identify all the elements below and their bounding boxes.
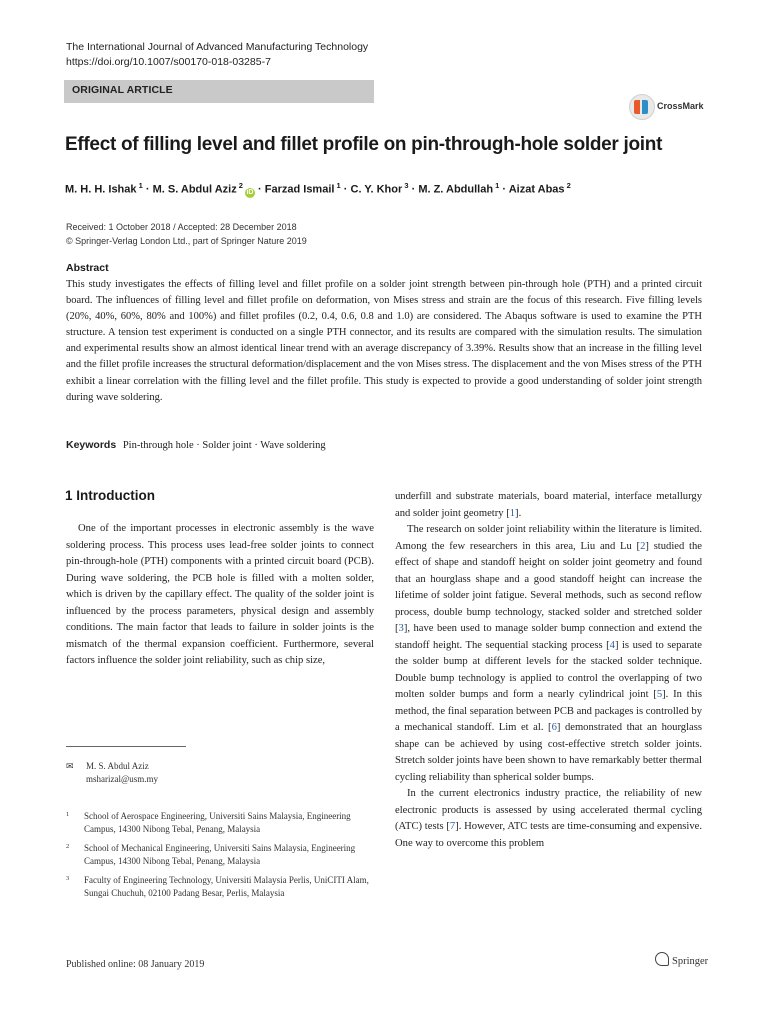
correspondence — [66, 760, 366, 790]
article-dates — [66, 220, 307, 248]
paragraph-text: ]. However, ATC tests are time-consuming and expensive. One way to overcome this problem — [395, 821, 702, 849]
author-name[interactable]: M. Z. Abdullah — [418, 183, 494, 196]
author-affiliation-number: 3 — [402, 181, 409, 190]
abstract-heading: Abstract — [66, 262, 109, 274]
intro-paragraph — [395, 522, 702, 786]
orcid-icon[interactable]: iD — [246, 188, 254, 196]
author-name[interactable]: Aizat Abas — [508, 183, 565, 196]
author-name[interactable]: M. H. H. Ishak — [65, 183, 137, 196]
paragraph-text: ] demonstrated that an hourglass shape can be achieved by using cost-effective stretch solder joints. Stretch solder joints have been shown to have remarkably better thermal cycling reliability than spherical solder bumps. — [395, 722, 702, 783]
author-affiliation-number: 2 — [564, 181, 571, 190]
author-separator: · — [254, 183, 265, 196]
intro-column-right — [395, 489, 702, 852]
corresponding-author: M. S. Abdul Aziz — [86, 761, 149, 771]
received-accepted: Received: 1 October 2018 / Accepted: 28 December 2018 — [66, 222, 297, 232]
publisher-name: Springer — [672, 956, 709, 967]
citation-link[interactable]: 1 — [509, 507, 516, 519]
publisher-logo — [655, 952, 708, 967]
citation-link[interactable]: 6 — [551, 722, 557, 733]
crossmark-badge[interactable] — [629, 94, 725, 120]
intro-paragraph — [395, 786, 702, 852]
paragraph-text: ] studied the effect of shape and standoff height on solder joint geometry and found that an hourglass shape and a good standoff height can increase the lifetime of solder joint fatigue. Several methods, such as second reflow process, double bump technology, stacked solder and stretched solder [ — [395, 540, 703, 634]
citation-link[interactable]: 4 — [609, 639, 615, 651]
author-separator: · — [499, 183, 509, 196]
section-heading-introduction: 1 Introduction — [65, 488, 155, 503]
published-date: Published online: 08 January 2019 — [66, 959, 205, 970]
author-affiliation-number: 1 — [136, 181, 143, 190]
author-name[interactable]: C. Y. Khor — [350, 183, 403, 196]
journal-header — [66, 40, 368, 70]
keywords — [66, 439, 326, 451]
copyright-line: © Springer-Verlag London Ltd., part of Springer Nature 2019 — [66, 236, 307, 246]
envelope-icon: ✉ — [66, 761, 74, 771]
intro-paragraph — [395, 489, 702, 522]
journal-name: The International Journal of Advanced Manufacturing Technology — [66, 41, 369, 53]
abstract-text: This study investigates the effects of filling level and fillet profile on a solder joint strength between pin-through hole (PTH) and a printed circuit board. The influences of filling level and fillet profile on deformation, von Mises stress and strain are the focus of this research. Five filling levels (20%, 40%, 60%, 80% and 100%) and fillet profiles (0.2, 0.4, 0.6, 0.8 and 1.0) are considered. The Abaqus software is used to examine the PTH structure. A tension test experiment is conducted on a single PTH connector, and its results are compared with the simulation results. The simulation and experimental results show an almost identical linear trend with an average discrepancy of 3.39%. Results show that an increase in the filling level and the fillet profile increases the structural deformation/displacement and the von Mises stress. The displacement and the von Mises stress of the PTH exhibit a linear correlation with the filling level and the fillet profile. This study is expected to provide a good understanding of solder joint strength during wave soldering. — [66, 279, 702, 403]
citation-link[interactable]: 5 — [656, 689, 663, 700]
paragraph-text: underfill and substrate materials, board material, interface metallurgy and solder joint geometry [ — [395, 491, 702, 519]
keywords-text: Pin-through hole · Solder joint · Wave soldering — [122, 440, 326, 451]
author-separator: · — [142, 183, 153, 196]
author-affiliation-number: 1 — [334, 181, 341, 190]
author-separator: · — [408, 183, 419, 196]
paragraph-text: ] is used to separate the solder bump at different levels for the stacked solder technique. Double bump technology is applied to control the overlapping of two molten solder bumps and form a nearly cylindrical joint [ — [395, 639, 702, 700]
paragraph-text: The research on solder joint reliability within the literature is limited. Among the few researchers in this area, Liu and Lu [ — [395, 524, 702, 552]
corresponding-email[interactable]: msharizal@usm.my — [86, 774, 159, 784]
paragraph-text: ]. In this method, the final separation between PCB and packages is controlled by a mechanical standoff. Lim et al. [ — [395, 689, 702, 733]
paragraph-text: ], have been used to manage solder bump connection and extend the standoff height. The sequential stacking process [ — [395, 623, 702, 651]
crossmark-icon — [629, 94, 655, 120]
author-affiliation-number: 2 — [236, 181, 243, 190]
citation-link[interactable]: 2 — [640, 540, 646, 552]
article-title: Effect of filling level and fillet profile on pin-through-hole solder joint — [65, 134, 663, 155]
intro-paragraph: One of the important processes in electronic assembly is the wave soldering process. This process uses lead-free solder joints to connect pin-through-hole (PTH) components with a printed circuit board (PCB). During wave soldering, the PCB hole is filled with a molten solder, which is driven by the capillary effect. The quality of the solder joint is influenced by the process parameters, physical design and assembly conditions. The main factor that leads to failure in solder joints is the mismatch of the thermal expansion coefficient. Furthermore, several factors influence the solder joint reliability, such as chip size, — [66, 523, 374, 666]
author-affiliation-number: 1 — [493, 181, 500, 190]
author-name[interactable]: Farzad Ismail — [264, 183, 335, 196]
paragraph-text: ]. — [515, 507, 522, 519]
doi-link[interactable]: https://doi.org/10.1007/s00170-018-03285-7 — [66, 56, 271, 68]
author-name[interactable]: M. S. Abdul Aziz — [152, 183, 237, 196]
citation-link[interactable]: 7 — [449, 821, 456, 832]
citation-link[interactable]: 3 — [398, 623, 404, 634]
crossmark-label: CrossMark — [657, 101, 704, 111]
keywords-label: Keywords — [66, 439, 117, 451]
author-list — [65, 181, 745, 198]
article-type: ORIGINAL ARTICLE — [72, 84, 173, 96]
intro-column-left — [66, 521, 374, 670]
author-separator: · — [340, 183, 351, 196]
footnote-divider — [66, 746, 186, 747]
paragraph-text: In the current electronics industry practice, the reliability of new electronic products is assessed by using accelerated thermal cycling (ATC) tests [ — [395, 788, 702, 832]
article-type-banner — [64, 80, 374, 103]
springer-horse-icon — [655, 952, 669, 966]
